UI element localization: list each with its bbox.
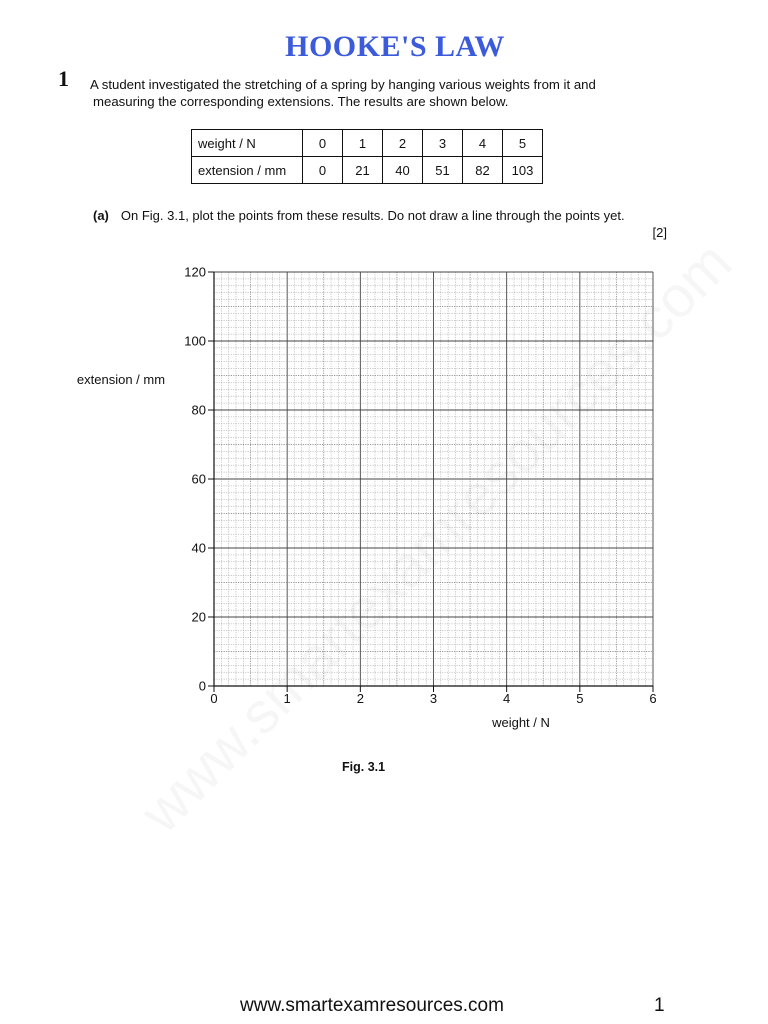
y-tick-label: 120 [184, 264, 206, 280]
row-label-weight: weight / N [192, 130, 303, 157]
y-tick-label: 40 [191, 540, 206, 556]
x-tick-label: 4 [503, 691, 511, 706]
row-label-extension: extension / mm [192, 157, 303, 184]
x-tick-label: 0 [210, 691, 218, 706]
y-tick-label: 0 [198, 678, 206, 694]
table-cell: 3 [423, 130, 463, 157]
table-cell: 0 [303, 157, 343, 184]
part-a-label: (a) [93, 208, 109, 223]
intro-line-2: measuring the corresponding extensions. The results are shown below. [93, 94, 509, 109]
y-tick-label: 80 [191, 402, 206, 418]
intro-line-1: A student investigated the stretching of a spring by hanging various weights from it and [90, 77, 596, 92]
table-cell: 51 [423, 157, 463, 184]
footer-url: www.smartexamresources.com [240, 995, 504, 1016]
table-cell: 2 [383, 130, 423, 157]
table-cell: 1 [343, 130, 383, 157]
footer-page-number: 1 [654, 995, 665, 1016]
x-tick-label: 2 [356, 691, 364, 706]
x-tick-label: 3 [429, 691, 438, 706]
table-cell: 82 [463, 157, 503, 184]
part-a-marks: [2] [652, 225, 667, 240]
y-axis-label: extension / mm [76, 372, 166, 387]
y-tick-label: 100 [184, 333, 206, 349]
x-axis-label: weight / N [492, 715, 550, 730]
table-cell: 40 [383, 157, 423, 184]
table-cell: 21 [343, 157, 383, 184]
x-tick-label: 5 [576, 691, 584, 706]
question-number: 1 [58, 66, 69, 91]
table-cell: 5 [503, 130, 543, 157]
y-tick-label: 60 [191, 471, 206, 487]
table-cell: 103 [503, 157, 543, 184]
table-cell: 0 [303, 130, 343, 157]
x-tick-label: 1 [283, 691, 291, 706]
page-title: HOOKE'S LAW [285, 30, 505, 63]
figure-caption: Fig. 3.1 [342, 760, 386, 774]
table-cell: 4 [463, 130, 503, 157]
part-a-text: On Fig. 3.1, plot the points from these results. Do not draw a line through the points yet. [120, 208, 625, 223]
grid [214, 272, 653, 686]
x-tick-label: 6 [649, 691, 657, 706]
y-tick-label: 20 [191, 609, 206, 625]
axis-ticks [208, 272, 653, 692]
